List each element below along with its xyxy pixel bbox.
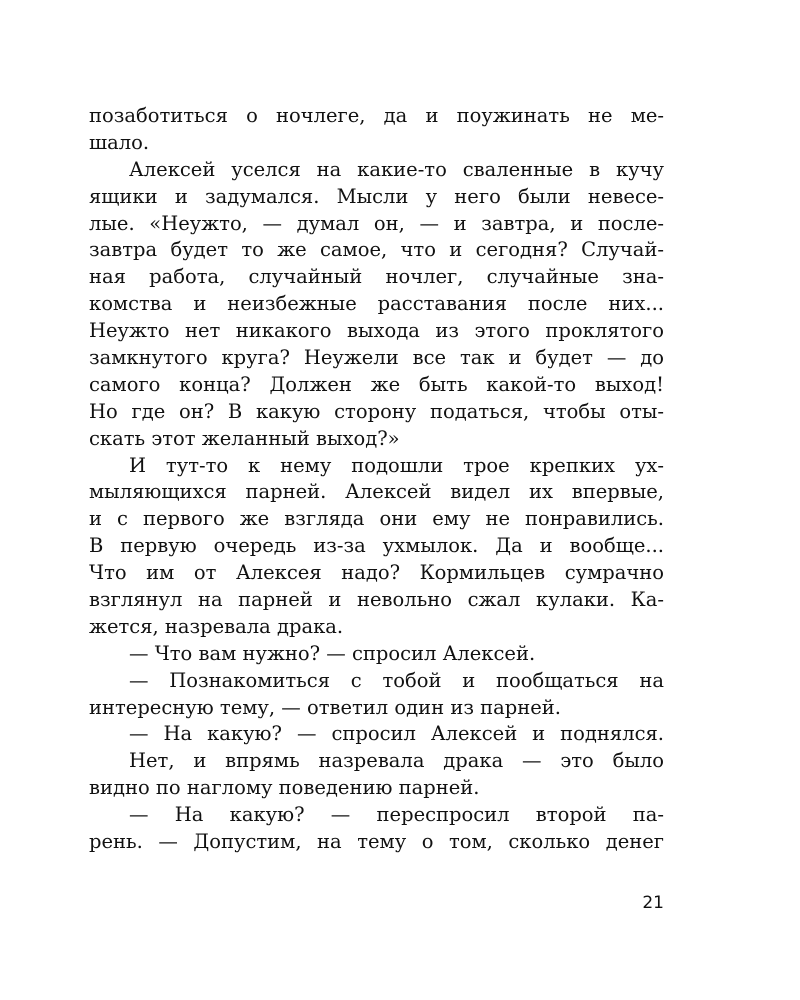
text-line: Алексей уселся на какие-то сваленные в кучу [129, 157, 664, 181]
text-line: лые. «Неужто, — думал он, — и завтра, и после- [89, 211, 664, 235]
text-line: мыляющихся парней. Алексей видел их впервые, [89, 480, 664, 504]
text-line: самого конца? Должен же быть какой-то выход! [89, 372, 664, 396]
text-line: взглянул на парней и невольно сжал кулаки. Ка- [89, 588, 664, 612]
text-line: ящики и задумался. Мысли у него были невесе- [89, 184, 664, 208]
text-line: комства и неизбежные расставания после них... [89, 292, 664, 316]
text-line: жется, назревала драка. [89, 614, 344, 638]
text-line: замкнутого круга? Неужели все так и будет — до [89, 346, 664, 370]
text-line: шало. [89, 130, 150, 154]
text-line: — Познакомиться с тобой и пообщаться на [129, 668, 664, 692]
text-line: и с первого же взгляда они ему не понравились. [89, 507, 664, 531]
text-line: — На какую? — спросил Алексей и поднялся. [129, 722, 664, 746]
text-line: скать этот желанный выход?» [89, 426, 400, 450]
text-line: рень. — Допустим, на тему о том, сколько денег [89, 830, 664, 854]
text-line: завтра будет то же самое, что и сегодня? Случай- [89, 238, 664, 262]
text-line: И тут-то к нему подошли трое крепких ух- [129, 453, 664, 477]
text-line: Но где он? В какую сторону податься, чтобы оты- [89, 399, 664, 423]
text-line: ная работа, случайный ночлег, случайные зна- [89, 265, 664, 289]
text-line: Нет, и впрямь назревала драка — это было [129, 749, 664, 773]
text-line: — Что вам нужно? — спросил Алексей. [129, 641, 536, 665]
text-line: интересную тему, — ответил один из парней. [89, 695, 561, 719]
page-number: 21 [642, 893, 664, 913]
text-line: Что им от Алексея надо? Кормильцев сумрачно [89, 561, 664, 585]
page-text [89, 103, 664, 856]
text-line: позаботиться о ночлеге, да и поужинать не ме- [89, 104, 664, 127]
text-line: Неужто нет никакого выхода из этого проклятого [89, 319, 664, 343]
text-line: В первую очередь из-за ухмылок. Да и вообще... [89, 534, 664, 558]
text-line: видно по наглому поведению парней. [89, 776, 480, 800]
text-line: — На какую? — переспросил второй па- [129, 803, 664, 827]
